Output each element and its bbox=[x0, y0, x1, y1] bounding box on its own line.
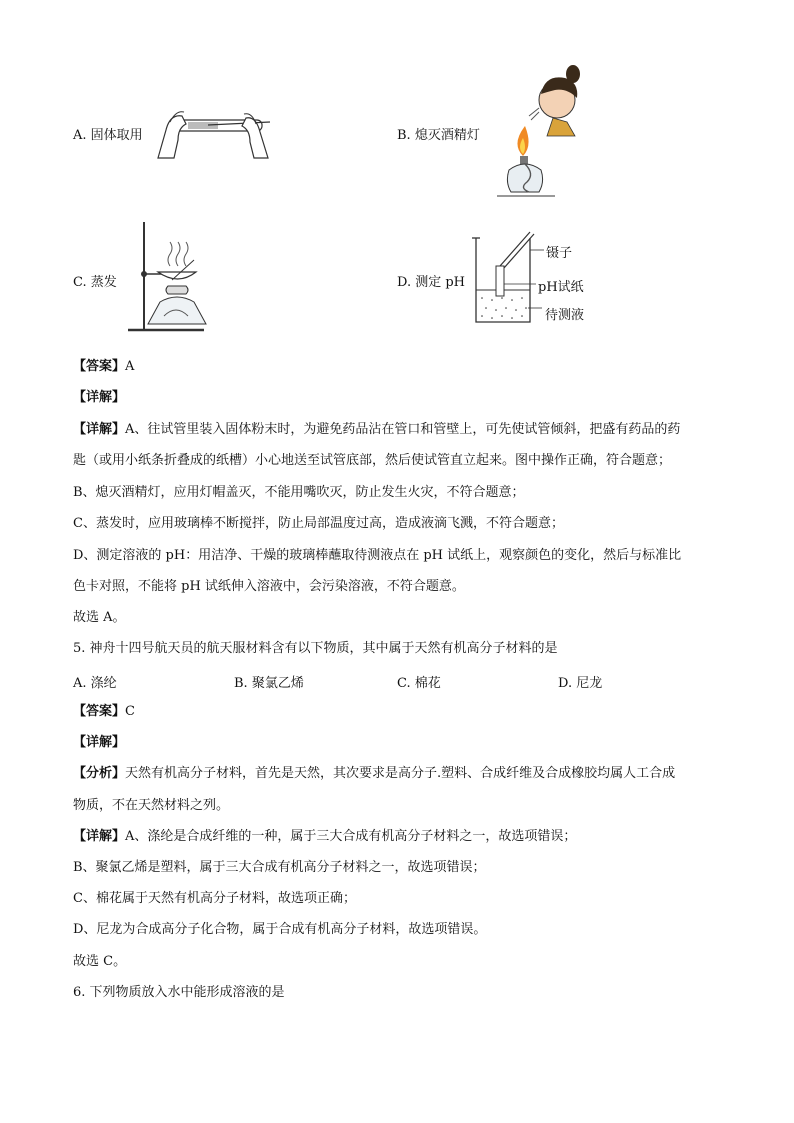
explain-text: A、往试管里装入固体粉末时，为避免药品沾在管口和管壁上，可先使试管倾斜，把盛有药品的药 bbox=[125, 422, 681, 437]
q5-explain-line-4: D、尼龙为合成高分子化合物，属于合成有机高分子材料，故选项错误。 bbox=[73, 922, 487, 937]
q5-option-b: B. 聚氯乙烯 bbox=[234, 676, 304, 691]
explain-tag: 【详解】 bbox=[73, 829, 126, 844]
answer-value: C bbox=[125, 704, 135, 719]
answer-tag: 【答案】 bbox=[73, 359, 126, 374]
q5-option-a: A. 涤纶 bbox=[73, 676, 117, 691]
q4-answer bbox=[73, 358, 134, 376]
option-a-label: A. 固体取用 bbox=[73, 128, 143, 143]
explain-text: A、涤纶是合成纤维的一种，属于三大合成有机高分子材料之一，故选项错误； bbox=[125, 829, 577, 844]
q4-explain-line-4: C、蒸发时，应用玻璃棒不断搅拌，防止局部温度过高，造成液滴飞溅，不符合题意； bbox=[73, 516, 564, 531]
label-ph-paper: pH试纸 bbox=[538, 280, 584, 295]
label-tweezers: 镊子 bbox=[546, 246, 573, 261]
q4-explain-line-6: 色卡对照，不能将 pH 试纸伸入溶液中，会污染溶液，不符合题意。 bbox=[73, 579, 465, 594]
q4-detail-tag: 【详解】 bbox=[73, 390, 126, 405]
q5-explain-line-2: B、聚氯乙烯是塑料，属于三大合成有机高分子材料之一，故选项错误； bbox=[73, 860, 486, 875]
evaporation-figure bbox=[124, 220, 208, 334]
q5-conclusion: 故选 C。 bbox=[73, 954, 127, 969]
q5-analysis-line-2: 物质，不在天然材料之列。 bbox=[73, 798, 230, 813]
q4-explain-line-3: B、熄灭酒精灯，应用灯帽盖灭，不能用嘴吹灭，防止发生火灾，不符合题意； bbox=[73, 485, 525, 500]
blowing-lamp-figure bbox=[495, 64, 587, 200]
q4-conclusion: 故选 A。 bbox=[73, 610, 126, 625]
solid-sampling-figure bbox=[148, 100, 278, 162]
q5-detail-tag: 【详解】 bbox=[73, 735, 126, 750]
q5-answer bbox=[73, 703, 135, 721]
q5-option-d: D. 尼龙 bbox=[558, 676, 603, 691]
q5-option-c: C. 棉花 bbox=[397, 676, 441, 691]
label-test-solution: 待测液 bbox=[545, 308, 585, 323]
q5-stem: 5. 神舟十四号航天员的航天服材料含有以下物质，其中属于天然有机高分子材料的是 bbox=[73, 641, 558, 656]
q4-explain-line-1 bbox=[73, 421, 680, 439]
answer-tag: 【答案】 bbox=[73, 704, 126, 719]
analysis-tag: 【分析】 bbox=[73, 766, 126, 781]
option-b-label: B. 熄灭酒精灯 bbox=[397, 128, 480, 143]
q5-analysis-line-1 bbox=[73, 765, 675, 783]
q5-explain-line-1 bbox=[73, 828, 576, 846]
q4-explain-line-5: D、测定溶液的 pH：用洁净、干燥的玻璃棒蘸取待测液点在 pH 试纸上，观察颜色的变化，然后与标准比 bbox=[73, 548, 682, 563]
option-c-label: C. 蒸发 bbox=[73, 275, 117, 290]
option-d-label: D. 测定 pH bbox=[397, 275, 466, 290]
q6-stem: 6. 下列物质放入水中能形成溶液的是 bbox=[73, 985, 285, 1000]
explain-tag: 【详解】 bbox=[73, 422, 126, 437]
q5-explain-line-3: C、棉花属于天然有机高分子材料，故选项正确； bbox=[73, 891, 356, 906]
answer-value: A bbox=[125, 359, 135, 374]
q4-explain-line-2: 匙（或用小纸条折叠成的纸槽）小心地送至试管底部，然后使试管直立起来。图中操作正确，符合题意； bbox=[73, 453, 672, 468]
analysis-text: 天然有机高分子材料，首先是天然，其次要求是高分子.塑料、合成纤维及合成橡胶均属人工合成 bbox=[125, 766, 676, 781]
